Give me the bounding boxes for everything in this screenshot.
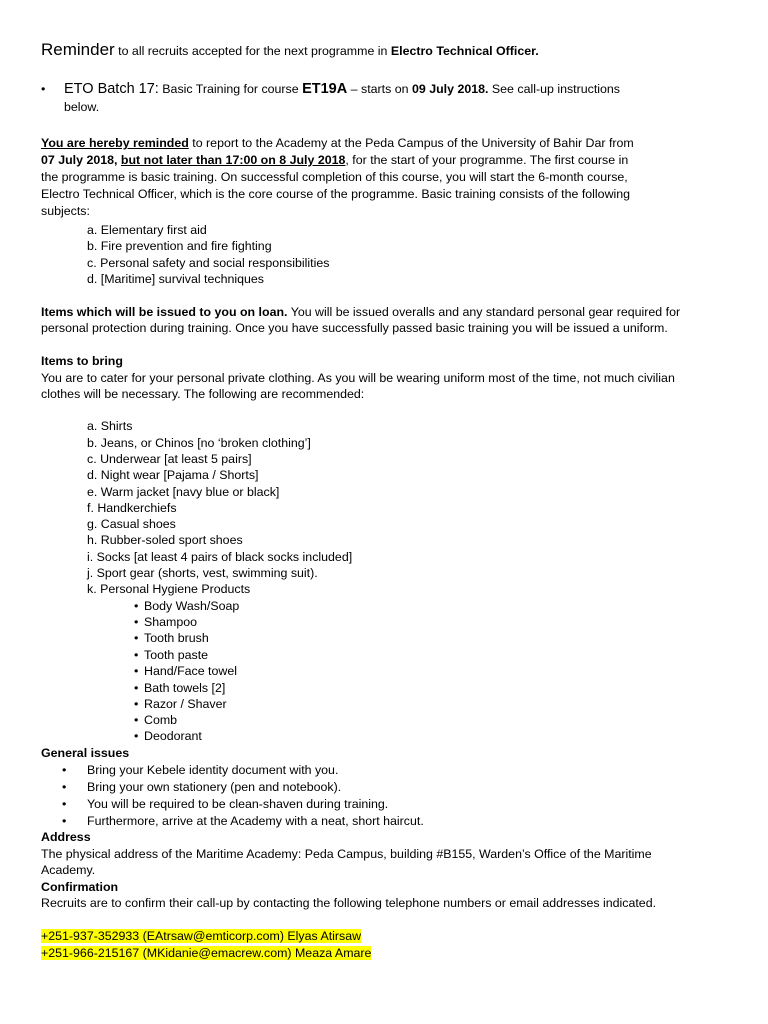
batch-line (64, 81, 620, 97)
general-item: • You will be required to be clean-shaven during training. (87, 796, 388, 812)
bring-line-2: clothes will be necessary. The following are recommended: (41, 387, 365, 401)
hygiene-item: • Comb (144, 712, 177, 728)
bring-item: a. Shirts (87, 419, 133, 433)
hygiene-item: • Hand/Face towel (144, 663, 237, 679)
bring-item: c. Underwear [at least 5 pairs] (87, 452, 252, 466)
batch-mid: – starts on (347, 82, 412, 96)
bring-item: f. Handkerchiefs (87, 501, 177, 515)
reminded-phrase: You are hereby reminded (41, 136, 189, 150)
batch-line2: below. (64, 100, 100, 114)
loan-heading: Items which will be issued to you on loan. (41, 305, 288, 319)
subject-item: d. [Maritime] survival techniques (87, 272, 264, 286)
batch-pre: Basic Training for course (158, 82, 303, 96)
batch-date: 09 July 2018. (411, 82, 489, 96)
hygiene-item: • Tooth paste (144, 647, 208, 663)
bring-line-1: You are to cater for your personal private clothing. As you will be wearing uniform most of the time, not much civilian (41, 371, 675, 385)
loan-l1-rest: You will be issued overalls and any standard personal gear required for (287, 305, 681, 319)
subject-item: a. Elementary first aid (87, 223, 207, 237)
bring-item: i. Socks [at least 4 pairs of black socks included] (87, 550, 353, 564)
bring-item: g. Casual shoes (87, 517, 176, 531)
contact-line (41, 928, 361, 944)
contact-line (41, 945, 371, 961)
general-heading: General issues (41, 746, 130, 760)
batch-post: See call-up instructions (488, 82, 620, 96)
general-item: • Bring your own stationery (pen and notebook). (87, 779, 341, 795)
bring-item: h. Rubber-soled sport shoes (87, 533, 243, 547)
general-item: • Furthermore, arrive at the Academy with a neat, short haircut. (87, 813, 424, 829)
intro-l2-rest: , for the start of your programme. The first course in (345, 153, 629, 167)
general-item: • Bring your Kebele identity document with you. (87, 762, 338, 778)
address-line-1: The physical address of the Maritime Academy: Peda Campus, building #B155, Warden’s Office of the Maritime (41, 847, 652, 861)
deadline: but not later than 17:00 on 8 July 2018 (120, 153, 346, 167)
intro-line-5: subjects: (41, 204, 90, 218)
address-line-2: Academy. (41, 863, 96, 877)
bring-item: d. Night wear [Pajama / Shorts] (87, 468, 259, 482)
subject-item: b. Fire prevention and fire fighting (87, 239, 272, 253)
bring-item: j. Sport gear (shorts, vest, swimming suit). (87, 566, 318, 580)
program-name: Electro Technical Officer. (390, 44, 539, 58)
bullet-icon: • (41, 82, 46, 96)
hygiene-item: • Deodorant (144, 728, 202, 744)
hygiene-item: • Razor / Shaver (144, 696, 227, 712)
hygiene-item: • Body Wash/Soap (144, 598, 239, 614)
bring-heading: Items to bring (41, 354, 123, 368)
loan-line-2: personal protection during training. Once you have successfully passed basic training you will be issued a uniform. (41, 321, 668, 335)
reminder-text: to all recruits accepted for the next programme in (114, 44, 391, 58)
loan-line-1 (41, 304, 680, 320)
intro-line-1 (41, 135, 634, 151)
intro-line-2 (41, 152, 628, 168)
reminder-title: Reminder (41, 40, 115, 59)
subject-item: c. Personal safety and social responsibilities (87, 256, 330, 270)
hygiene-item: • Tooth brush (144, 630, 209, 646)
reminder-line (41, 42, 539, 59)
intro-line-4: Electro Technical Officer, which is the core course of the programme. Basic training consists of the following (41, 187, 631, 201)
intro-l1-rest: to report to the Academy at the Peda Campus of the University of Bahir Dar from (188, 136, 634, 150)
address-heading: Address (41, 830, 91, 844)
batch-name: ETO Batch 17: (64, 81, 159, 97)
bring-item: b. Jeans, or Chinos [no ‘broken clothing’] (87, 436, 311, 450)
hygiene-item: • Shampoo (144, 614, 197, 630)
bring-item: e. Warm jacket [navy blue or black] (87, 485, 280, 499)
from-date: 07 July 2018, (41, 153, 118, 167)
confirmation-line: Recruits are to confirm their call-up by contacting the following telephone numbers or email addresses indicated. (41, 896, 657, 910)
contact-2: +251-966-215167 (MKidanie@emacrew.com) Meaza Amare (41, 946, 372, 960)
course-code: ET19A (302, 81, 348, 97)
confirmation-heading: Confirmation (41, 880, 119, 894)
contact-1: +251-937-352933 (EAtrsaw@emticorp.com) Elyas Atirsaw (41, 929, 362, 943)
intro-line-3: the programme is basic training. On successful completion of this course, you will start the 6-month course, (41, 170, 628, 184)
bring-item: k. Personal Hygiene Products (87, 582, 251, 596)
hygiene-item: • Bath towels [2] (144, 680, 225, 696)
